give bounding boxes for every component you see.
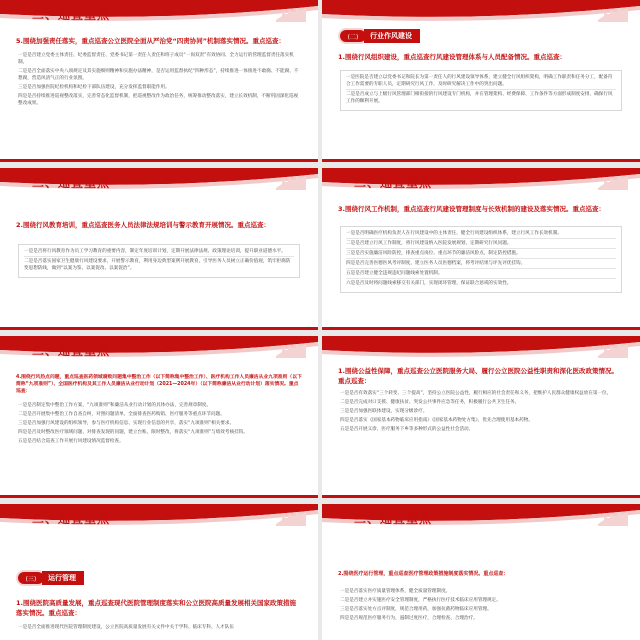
great-wall-icon [596, 508, 630, 528]
item-list [340, 390, 622, 435]
list-item: 四是是否完善医德医风考评制度，建立医务人员医德档案，将考评结果与评先评优挂钩。 [346, 260, 616, 269]
section-heading: 二、巡查重点 [354, 512, 433, 526]
item-list [18, 244, 300, 278]
slide-header [0, 504, 318, 532]
list-item: 二是是否建立并实施医疗安全管理制度，严格执行医疗技术临床应用管理规定。 [340, 598, 501, 603]
lead-text: 2.围绕行风教育培训，重点巡查医务人员法律法规培训与警示教育开展情况。重点巡查： [16, 221, 270, 229]
lead-text: 5.围绕加强责任落实，重点巡查公立医院全面从严治党“四责协同”机制落实情况。重点巡查： [16, 37, 286, 45]
list-item: 一是是否明确医疗机构负责人在行风建设中的主体责任，健全行风建设组织体系，建立行风工作长效机制。 [346, 230, 616, 239]
subsection-badge [338, 28, 420, 44]
red-swoosh-decoration [322, 0, 640, 26]
list-item: 二是是否完成对口支援、健康扶贫、突发公共事件应急等任务，积极履行公共卫生任务。 [340, 400, 520, 405]
great-wall-icon [274, 172, 308, 192]
footer-bar [0, 495, 318, 498]
list-item: 二是是否建立行风工作制度，将行风建设纳入医院发展规划，定期研究行风问题。 [346, 240, 616, 249]
red-swoosh-decoration [322, 336, 640, 362]
slide-1 [0, 0, 318, 162]
footer-bar [0, 327, 318, 330]
item-list [340, 588, 622, 624]
great-wall-icon [596, 4, 630, 24]
list-item: 四是是否持续推进巡视整改落实，完善常态化监督机制，把巡视整改作为政治任务，统筹推动整改落实，建立长效机制，不断巩固深化巡视整改成果。 [18, 94, 299, 106]
list-item: 五是是否开展义诊、医疗服务下乡等多种形式的公益性社会活动。 [340, 427, 474, 432]
lead-text: 2.围绕医疗运行管理，重点巡查医疗管理政策措施制度落实情况。重点巡查： [338, 571, 509, 577]
list-item: 三是是否加强医院纪检机构和纪检干部队伍建设，充分发挥监督职能作用。 [18, 85, 170, 90]
lead-text: 1.围绕医院高质量发展，重点巡查现代医院管理制度落实和公立医院高质量发展相关国家政策措施落实情况。重点巡查： [16, 599, 296, 617]
badge-number: (二) [338, 28, 368, 44]
list-item: 五是是否结合巡查工作开展行风建设情况监督检查。 [18, 439, 124, 444]
slide-3 [0, 168, 318, 330]
item-list [340, 226, 622, 293]
list-item: 一是是否落实医疗质量管理体系，健全质量管理制度。 [340, 589, 451, 594]
slide-4 [322, 168, 640, 330]
slide-header [0, 336, 318, 364]
great-wall-icon [274, 340, 308, 360]
item-list [18, 52, 300, 109]
footer-bar [322, 159, 640, 162]
list-item: 六是是否及时将问题线索移交有关部门，实现闭环管理，保证联合惩戒的实效性。 [346, 281, 512, 286]
slide-header [322, 0, 640, 28]
item-list [18, 624, 300, 633]
lead-text: 4.围绕行风热点问题，重点巡查医药领域腐败问题集中整治工作（以下简称集中整治工作）、医疗机构工作人员廉洁从业九项准则（以下简称“九项准则”）、全国医疗机构及其工作人员廉洁从业行动计划（2021—2024年）（以下简称廉洁从业行动计划）落实情况。重点巡查： [16, 375, 302, 394]
section-heading: 二、巡查重点 [32, 512, 111, 526]
list-item: 一是医院是否建立以党委书记和院长为第一责任人的行风建设领导体系，建立健全行风组织架构，明确工作职责和任务分工，配备符合工作需要的专职人员，定期研究行风工作，及时研究解决工作中的突出问题。 [346, 74, 616, 90]
list-item: 五是是否建立健全违规违纪问题线索处置机制。 [346, 270, 616, 279]
list-item: 三是是否落实处方点评制度，规范合理用药，加强抗菌药物临床应用管理。 [340, 607, 492, 612]
list-item: 二是是否全面落实中央八项规定及其实施细则精神和实施办法精神，是否运用监督执纪“四种形态”，持续推进一体推进不敢腐、不能腐、不想腐，营造风清气正的行业氛围。 [18, 69, 299, 81]
badge-label: 运行管理 [42, 571, 84, 585]
list-item: 一是是否全面推进现代医院管理制度建设，公立医院高质量发展有关文件中关于学科、临床专科、人才队伍 [18, 625, 234, 630]
slide-header [0, 168, 318, 196]
list-item: 四是是否规范医疗服务行为，遏制过度医疗，合理检查、合理治疗。 [340, 616, 478, 621]
great-wall-icon [596, 340, 630, 360]
footer-bar [322, 327, 640, 330]
list-item: 三是是否加强医联体建设，实现分级诊疗。 [340, 409, 428, 414]
section-heading: 二、巡查重点 [354, 176, 433, 190]
list-item: 二是是否落实国家卫生健康行风建设要求，开展警示教育，利用身边典型案例开展教育，引导医务人员树立正确价值观，筑牢拒腐防变思想防线，做到“以案为鉴、以案促改、以案促治”。 [24, 259, 291, 271]
lead-text: 3.围绕行风工作机制，重点巡查行风建设管理制度与长效机制的建设及落实情况。重点巡查： [338, 205, 605, 213]
list-item: 一是是否将行风教育作为员工学习教育的重要内容，制定年度培训计划，定期开展法律法规、政策理论培训，提升职业道德水平。 [24, 248, 294, 257]
great-wall-icon [274, 508, 308, 528]
item-list [18, 402, 300, 447]
list-item: 三是是否实施廉洁风险防控，排查重点岗位、重点环节的廉洁风险点，制定防控措施。 [346, 250, 616, 259]
badge-number: (三) [16, 570, 46, 586]
list-item: 二是是否成立与上级行风管理部门相衔接的行风建设专门机构，并在管理架构、经费保障、工作条件等方面形成制度安排，确保行风工作的顺利开展。 [346, 92, 613, 104]
list-item: 四是是否及时整改医疗领域问题，对排查发现的问题，建立台账，限时整改，将落实“九项准则”与绩效考核挂钩。 [18, 430, 248, 435]
slide-header [322, 504, 640, 532]
section-heading: 二、巡查重点 [32, 344, 111, 358]
great-wall-icon [596, 172, 630, 192]
list-item: 三是是否加强行风建设的组织领导，参与医疗机构信息、实现行业信息的共享，落实“九项准则”相关要求。 [18, 421, 235, 426]
badge-label: 行业作风建设 [364, 29, 420, 43]
slide-header [0, 0, 318, 28]
list-item: 四是是否落实《国家基本药物临床应用指南》《国家基本药物处方集》，优先合理使用基本药物。 [340, 418, 533, 423]
slide-8 [322, 504, 640, 640]
slide-6 [322, 336, 640, 498]
footer-bar [0, 159, 318, 162]
slide-5 [0, 336, 318, 498]
item-list [340, 70, 622, 111]
slide-2 [322, 0, 640, 162]
section-heading: 二、巡查重点 [32, 8, 111, 22]
slide-header [322, 168, 640, 196]
lead-text: 1.围绕公益性保障，重点巡查公立医院服务大局、履行公立医院公益性职责和深化医改政策情况。重点巡查： [338, 367, 618, 385]
section-heading: 二、巡查重点 [32, 176, 111, 190]
list-item: 一是是否制定集中整治工作方案，“九项准则”和廉洁从业行动计划的具体办法，完善规章制度。 [18, 403, 212, 408]
subsection-badge [16, 570, 84, 586]
footer-bar [322, 495, 640, 498]
list-item: 一是是否有效落实“三个转变、三个提高”，坚持公立医院公益性，履行相应的社会责任和义务，把维护人民群众健康权益放在第一位。 [340, 391, 612, 396]
slide-header [322, 336, 640, 364]
slide-7 [0, 504, 318, 640]
lead-text: 1.围绕行风组织建设，重点巡查行风建设管理体系与人员配备情况。重点巡查： [338, 53, 566, 61]
great-wall-icon [274, 4, 308, 24]
list-item: 一是是否建立党委主体责任、纪委监督责任、党委书记第一责任人责任和班子成员“一岗双责”有效协同、全力运行的管理监督责任落实机制。 [18, 53, 294, 65]
list-item: 二是是否开展集中整治工作自查自纠，对照问题清单，全面排查医药购销、医疗服务等重点环节问题。 [18, 412, 225, 417]
